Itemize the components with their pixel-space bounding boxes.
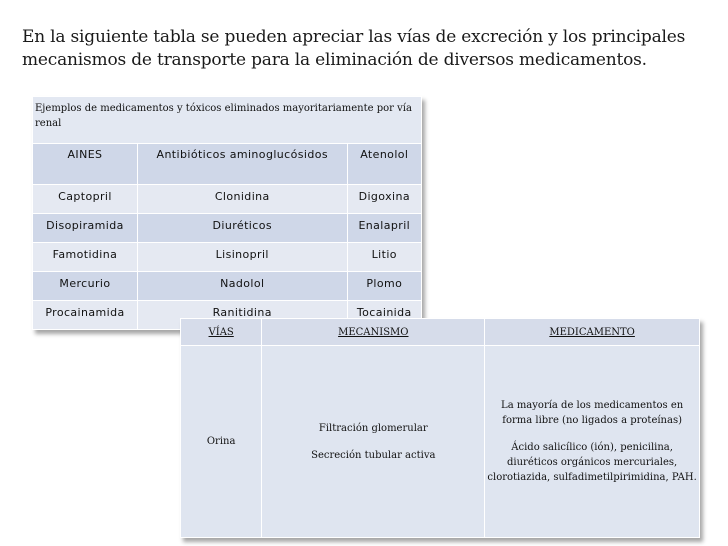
table-cell: AINES bbox=[33, 144, 138, 185]
mecanismo-filtracion: Filtración glomerular bbox=[318, 422, 428, 434]
table-cell: Mercurio bbox=[33, 272, 138, 301]
table-cell: Nadolol bbox=[137, 272, 347, 301]
table-cell: Famotidina bbox=[33, 243, 138, 272]
mecanismo-cell bbox=[262, 346, 485, 538]
table-cell: Lisinopril bbox=[137, 243, 347, 272]
table-row bbox=[33, 144, 422, 185]
table-cell: Plomo bbox=[347, 272, 421, 301]
table-cell: Antibióticos aminoglucósidos bbox=[137, 144, 347, 185]
mecanismo-secrecion: Secreción tubular activa bbox=[311, 449, 436, 461]
table-cell: Atenolol bbox=[347, 144, 421, 185]
medicamento-lista: Ácido salicílico (ión), penicilina, diuréticos orgánicos mercuriales, clorotiazida, sulfadimetilpirimidina, PAH. bbox=[487, 442, 697, 483]
table-cell: Enalapril bbox=[347, 214, 421, 243]
table-title: Ejemplos de medicamentos y tóxicos eliminados mayoritariamente por vía renal bbox=[33, 97, 422, 144]
header-medicamento: MEDICAMENTO bbox=[485, 319, 700, 346]
header-mecanismo: MECANISMO bbox=[262, 319, 485, 346]
table-cell: Tocainida bbox=[347, 301, 421, 330]
table-cell: Ranitidina bbox=[137, 301, 347, 330]
medicamento-cell bbox=[485, 346, 700, 538]
medicamento-libre: La mayoría de los medicamentos en forma libre (no ligados a proteínas) bbox=[501, 400, 684, 426]
table-cell: Clonidina bbox=[137, 185, 347, 214]
table-row bbox=[33, 214, 422, 243]
table-cell: Litio bbox=[347, 243, 421, 272]
table-row bbox=[33, 272, 422, 301]
table-row bbox=[33, 243, 422, 272]
table-row bbox=[33, 185, 422, 214]
intro-paragraph: En la siguiente tabla se pueden apreciar las vías de excreción y los principales mecanismos de transporte para la eliminación de diversos medicamentos. bbox=[22, 27, 686, 70]
table-header-row bbox=[181, 319, 700, 346]
table-cell: Procainamida bbox=[33, 301, 138, 330]
via-cell: Orina bbox=[181, 346, 262, 538]
renal-drugs-table bbox=[32, 96, 422, 330]
table-cell: Diuréticos bbox=[137, 214, 347, 243]
table-cell: Digoxina bbox=[347, 185, 421, 214]
table-cell: Disopiramida bbox=[33, 214, 138, 243]
table-row bbox=[181, 346, 700, 538]
table-cell: Captopril bbox=[33, 185, 138, 214]
header-vias: VÍAS bbox=[181, 319, 262, 346]
excretion-mechanism-table bbox=[180, 318, 700, 538]
table-title-row bbox=[33, 97, 422, 144]
